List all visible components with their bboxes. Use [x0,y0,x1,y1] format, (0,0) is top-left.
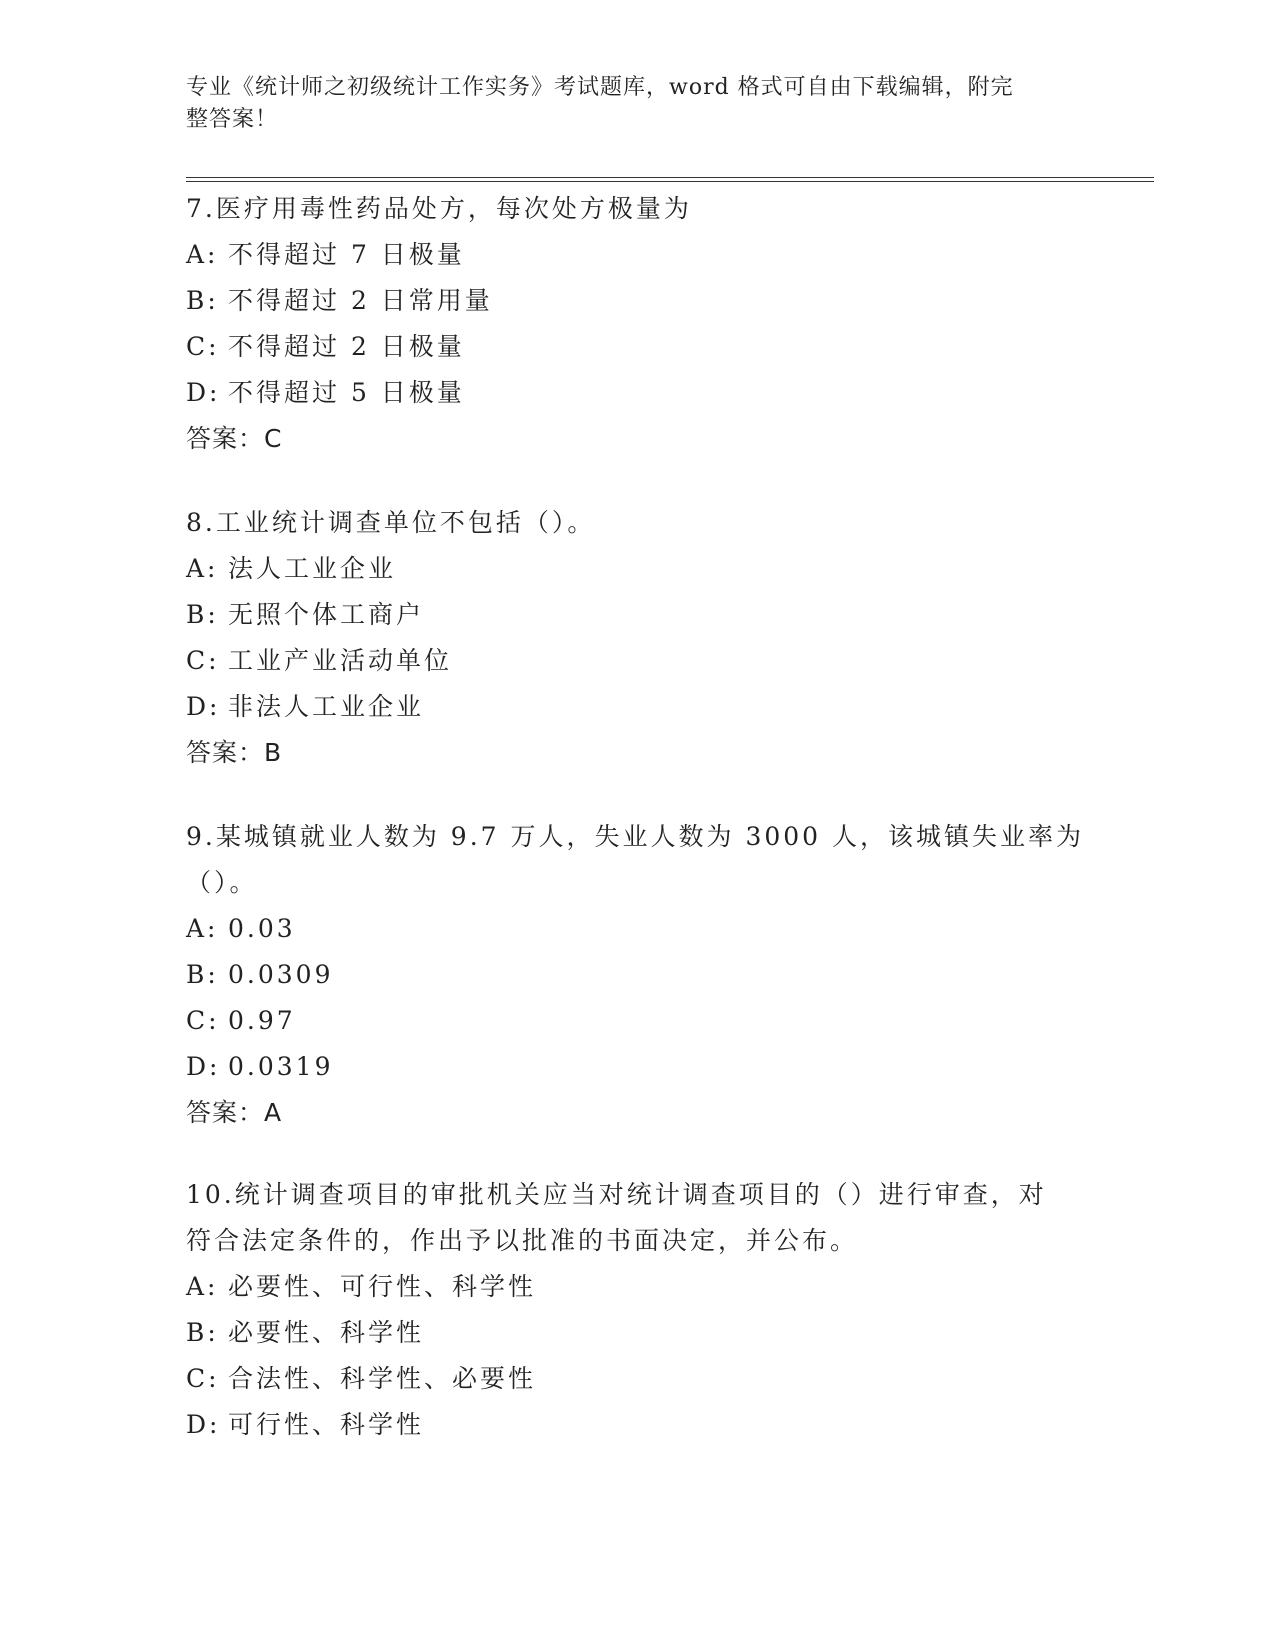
header-divider-top [186,177,1154,178]
option-text: 可行性、科学性 [228,1410,425,1439]
option-d [186,1044,1086,1090]
option-b [186,278,1086,324]
option-c [186,324,1086,370]
question-7 [186,186,1086,462]
question-9 [186,814,1086,1136]
option-prefix: D: [186,1410,221,1439]
option-text: 法人工业企业 [228,554,397,583]
option-text: 不得超过 2 日常用量 [228,286,493,315]
question-title-continued: 符合法定条件的，作出予以批准的书面决定，并公布。 [186,1226,859,1255]
option-b [186,1310,1086,1356]
option-prefix: C: [186,1006,220,1035]
option-a [186,546,1086,592]
question-title: 10.统计调查项目的审批机关应当对统计调查项目的（）进行审查，对 [186,1180,1047,1209]
option-a [186,906,1086,952]
header-line-1: 专业《统计师之初级统计工作实务》考试题库，word 格式可自由下载编辑，附完 [186,75,1014,100]
option-c [186,998,1086,1044]
option-d [186,1402,1086,1448]
header-line-2: 整答案！ [186,107,279,132]
option-prefix: A: [186,1272,219,1301]
answer-line: 答案：A [186,1098,283,1127]
option-prefix: A: [186,240,219,269]
question-8 [186,500,1086,776]
option-text: 0.03 [228,914,296,943]
option-a [186,1264,1086,1310]
option-text: 无照个体工商户 [228,600,425,629]
option-c [186,638,1086,684]
option-prefix: C: [186,332,220,361]
option-text: 不得超过 2 日极量 [228,332,465,361]
option-prefix: B: [186,960,219,989]
option-text: 不得超过 5 日极量 [228,378,465,407]
option-text: 0.0309 [228,960,334,989]
option-prefix: C: [186,1364,220,1393]
option-prefix: B: [186,286,219,315]
option-prefix: C: [186,646,220,675]
question-title: 8.工业统计调查单位不包括（）。 [186,508,596,537]
option-text: 非法人工业企业 [228,692,425,721]
option-text: 不得超过 7 日极量 [228,240,465,269]
question-10 [186,1172,1086,1448]
option-text: 0.97 [228,1006,296,1035]
header-divider-bottom [186,181,1154,182]
document-header [186,72,1066,136]
option-prefix: A: [186,554,219,583]
question-title: 9.某城镇就业人数为 9.7 万人，失业人数为 3000 人，该城镇失业率为 [186,822,1085,851]
question-title: 7.医疗用毒性药品处方，每次处方极量为 [186,194,692,223]
option-prefix: B: [186,600,219,629]
question-title-continued: （）。 [186,868,258,897]
option-b [186,952,1086,998]
option-a [186,232,1086,278]
option-text: 工业产业活动单位 [228,646,453,675]
option-prefix: D: [186,378,221,407]
option-d [186,370,1086,416]
answer-line: 答案：B [186,738,283,767]
option-b [186,592,1086,638]
option-prefix: A: [186,914,219,943]
option-prefix: D: [186,692,221,721]
option-text: 必要性、可行性、科学性 [228,1272,537,1301]
option-prefix: B: [186,1318,219,1347]
option-text: 0.0319 [228,1052,334,1081]
option-d [186,684,1086,730]
answer-line: 答案：C [186,424,283,453]
option-c [186,1356,1086,1402]
option-text: 必要性、科学性 [228,1318,425,1347]
option-prefix: D: [186,1052,221,1081]
option-text: 合法性、科学性、必要性 [228,1364,537,1393]
